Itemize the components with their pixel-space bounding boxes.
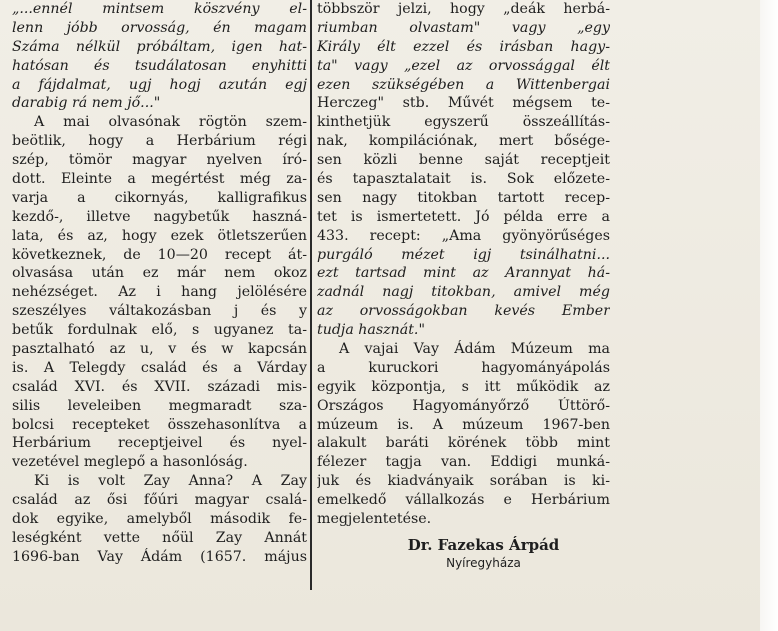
text-line: varja a cikornyás, kalligrafikus [12,189,307,206]
text-line: a fájdalmat, ugj hogj azután egj [12,76,307,93]
text-line: többször jelzi, hogy „deák herbá- [317,1,610,17]
text-line: 1696-ban Vay Ádám (1657. május [12,548,307,565]
right-column [317,0,610,571]
text-line: lenn jóbb orvosság, én magam [12,19,307,36]
text-line: ezen szükségében a Wittenbergai [317,76,610,93]
text-line: sen nagy titokban tartott recep- [317,189,610,206]
text-line: ezt tartsad mint az Arannyat há- [317,265,610,282]
text-line: vezetével meglepő a hasonlóság. [12,454,248,471]
text-line: család az ősi főúri magyar csalá- [12,492,307,509]
text-line: félezer tagja van. Eddigi munká- [317,454,610,471]
text-line: Herczeg" stb. Művét mégsem te- [317,95,610,112]
text-line: az orvosságokban kevés Ember [317,303,610,320]
text-line: beötlik, hogy a Herbárium régi [12,133,307,150]
text-line: zadnál nagj titokban, amivel még [317,284,610,301]
text-line: család XVI. és XVII. századi mis- [12,378,307,395]
text-line: pasztalható az u, v és w kapcsán [12,341,307,358]
text-line: juk és kiadványaik sorában is ki- [317,473,610,490]
text-line: silis leveleiben megmaradt sza- [12,397,307,414]
text-line: múzeum is. A múzeum 1967-ben [317,416,610,433]
text-line: Száma nélkül próbáltam, igen hat- [12,38,307,55]
author-city: Nyíregyháza [446,555,521,570]
text-line: ta" vagy „ezel az orvossággal élt [317,57,610,74]
left-column [12,0,307,567]
text-line: dok egyike, amelyből második fe- [12,511,307,528]
text-line: leségként vette nőül Zay Annát [12,529,307,546]
text-line: megjelentetése. [317,511,432,528]
page-edge [760,0,778,631]
text-line: Király élt ezzel és irásban hagy- [317,38,610,55]
text-line: A vajai Vay Ádám Múzeum ma [339,341,610,358]
text-line: egyik központja, s itt működik az [317,378,610,395]
text-line: a kuruckori hagyományápolás [317,359,610,376]
text-line: betűk fordulnak elő, s ugyanez ta- [12,322,307,339]
text-line: szeszélyes váltakozásban j és y [12,303,307,320]
text-line: bolcsi recepteket összehasonlítva a [12,416,307,433]
text-line: szép, tömör magyar nyelven író- [12,152,307,169]
text-line: riumban olvastam" vagy „egy [317,19,610,36]
text-line: purgáló mézet igj tsinálhatni... [317,246,610,263]
text-line: Országos Hagyományőrző Úttörő- [317,397,610,414]
text-line: darabig rá nem jő..." [12,95,161,112]
text-line: alakult baráti körének több mint [317,435,610,452]
text-line: hatósan és tsudálatosan enyhitti [12,57,307,74]
text-line: kezdő-, illetve nagybetűk haszná- [12,208,307,225]
text-line: dott. Eleinte a megértést még za- [12,171,307,188]
text-line: Ki is volt Zay Anna? A Zay [34,473,307,490]
text-line: és tapasztalatait is. Sok előzete- [317,171,610,188]
text-line: olvasása után ez már nem okoz [12,265,307,282]
text-line: 433. recept: „Ama gyönyörűséges [317,227,610,244]
text-line: lata, és az, hogy ezek ötletszerűen [12,227,307,244]
text-line: nehézséget. Az i hang jelölésére [12,284,307,301]
text-line: kinthetjük egyszerű összeállítás- [317,114,610,131]
text-line: tudja hasznát." [317,322,425,339]
text-line: Herbárium receptjeivel és nyel- [12,435,307,452]
text-line: „...ennél mintsem köszvény el- [12,1,307,17]
text-line: emelkedő vállalkozás e Herbárium [317,492,610,509]
text-line: tet is ismertetett. Jó példa erre a [317,208,610,225]
column-divider [310,0,312,590]
text-line: sen közli benne saját receptjeit [317,152,610,169]
text-line: A mai olvasónak rögtön szem- [34,114,307,131]
text-line: nak, kompilációnak, mert bősége- [317,133,610,150]
text-line: is. A Telegdy család és a Várday [12,359,307,376]
author-name: Dr. Fazekas Árpád [407,535,560,554]
text-line: következnek, de 10—20 recept át- [12,246,307,263]
